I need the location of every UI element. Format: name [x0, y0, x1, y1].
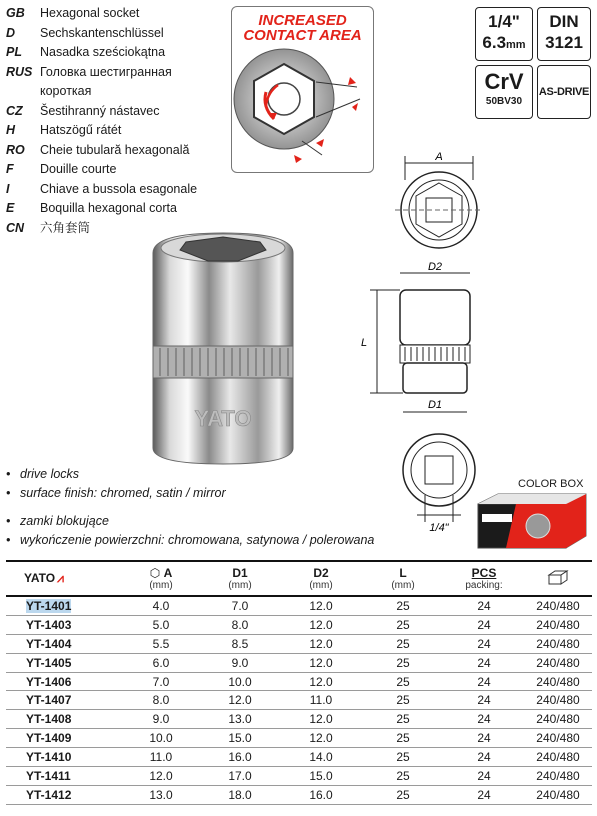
features-en [6, 465, 226, 503]
cell-code [6, 748, 122, 767]
cell-d1: 16.0 [200, 748, 280, 767]
cell-box: 240/480 [524, 691, 592, 710]
cell-d2: 14.0 [280, 748, 362, 767]
cell-d1: 12.0 [200, 691, 280, 710]
cell-a: 10.0 [122, 729, 200, 748]
language-list [6, 4, 234, 238]
as-drive-badge [537, 65, 591, 119]
hex-contact-illustration [232, 47, 373, 172]
brand-logo-icon: ⩘ [57, 571, 64, 585]
cell-d2: 16.0 [280, 785, 362, 804]
language-code: RUS [6, 64, 33, 79]
table-row [6, 785, 592, 804]
product-code: YT-1408 [26, 712, 72, 727]
cell-a: 7.0 [122, 672, 200, 691]
cell-pcs: 24 [444, 615, 524, 634]
cell-d1: 13.0 [200, 710, 280, 729]
table-header-row [6, 561, 592, 596]
table-row [6, 748, 592, 767]
product-code: YT-1409 [26, 731, 72, 746]
product-code: YT-1410 [26, 750, 72, 765]
cell-code [6, 691, 122, 710]
cell-code [6, 672, 122, 691]
drive-mm-unit: mm [506, 39, 526, 51]
din-label: DIN [549, 12, 579, 31]
cell-code [6, 767, 122, 786]
din-number: 3121 [545, 33, 583, 52]
feature-text: zamki blokujące [20, 514, 109, 528]
table-row [6, 653, 592, 672]
cell-l: 25 [362, 691, 444, 710]
language-row [6, 121, 234, 141]
product-code: YT-1407 [26, 693, 72, 708]
dim-drive-label: 1/4" [429, 522, 449, 534]
cell-l: 25 [362, 767, 444, 786]
contact-title-line2: CONTACT AREA [243, 27, 362, 44]
cell-a: 6.0 [122, 653, 200, 672]
as-drive-label: AS-DRIVE [538, 86, 590, 98]
language-text: Boquilla hexagonal corta [40, 201, 177, 215]
cell-d1: 17.0 [200, 767, 280, 786]
cell-code [6, 729, 122, 748]
cell-pcs: 24 [444, 653, 524, 672]
drive-size-label: 1/4" [488, 12, 520, 31]
language-row [6, 82, 234, 102]
brand-logo-text: YATO [24, 571, 56, 585]
cell-l: 25 [362, 748, 444, 767]
cell-a: 9.0 [122, 710, 200, 729]
cell-pcs: 24 [444, 691, 524, 710]
language-row [6, 63, 234, 83]
language-text: Šestihranný nástavec [40, 103, 160, 118]
cell-l: 25 [362, 710, 444, 729]
drive-size-badge [475, 7, 533, 61]
product-code: YT-1411 [26, 768, 71, 783]
hex-icon: ⬡ [149, 566, 164, 580]
drive-mm-value: 6.3 [482, 33, 507, 52]
product-code: YT-1405 [26, 655, 72, 670]
feature-item: • drive locks [6, 467, 80, 481]
header-box [524, 561, 592, 596]
cell-l: 25 [362, 653, 444, 672]
language-code: PL [6, 45, 22, 59]
cell-box: 240/480 [524, 653, 592, 672]
language-text: Hatszögű rátét [40, 123, 122, 137]
feature-text: wykończenie powierzchni: chromowana, satynowa / polerowana [20, 533, 375, 547]
cell-l: 25 [362, 615, 444, 634]
cell-box: 240/480 [524, 729, 592, 748]
color-box-label: COLOR BOX [518, 478, 584, 490]
cell-pcs: 24 [444, 672, 524, 691]
material-label: CrV [484, 69, 524, 94]
cell-d1: 15.0 [200, 729, 280, 748]
cell-d1: 8.5 [200, 634, 280, 653]
language-text: Hexagonal socket [40, 6, 140, 20]
cell-code [6, 634, 122, 653]
cell-box: 240/480 [524, 785, 592, 804]
table-row [6, 615, 592, 634]
cell-a: 12.0 [122, 767, 200, 786]
language-text: Chiave a bussola esagonale [40, 181, 198, 196]
cell-d2: 12.0 [280, 729, 362, 748]
language-text: Nasadka sześciokątna [40, 45, 166, 59]
cell-l: 25 [362, 672, 444, 691]
material-badge [475, 65, 533, 119]
material-grade: 50BV30 [485, 96, 523, 107]
cell-a: 13.0 [122, 785, 200, 804]
cell-l: 25 [362, 634, 444, 653]
cell-a: 4.0 [122, 596, 200, 615]
product-code: YT-1401 [26, 598, 72, 613]
cell-d2: 12.0 [280, 615, 362, 634]
cell-pcs: 24 [444, 785, 524, 804]
technical-drawing [355, 150, 485, 545]
table-row [6, 672, 592, 691]
cell-box: 240/480 [524, 615, 592, 634]
cell-d1: 9.0 [200, 653, 280, 672]
table-row [6, 596, 592, 615]
language-code [6, 82, 40, 102]
specs-table [6, 560, 592, 805]
cell-box: 240/480 [524, 596, 592, 615]
cell-code [6, 710, 122, 729]
header-l: L (mm) [362, 561, 444, 596]
box-icon [547, 574, 569, 588]
table-row [6, 710, 592, 729]
language-text: Головка шестигранная [40, 64, 172, 79]
cell-box: 240/480 [524, 767, 592, 786]
cell-pcs: 24 [444, 729, 524, 748]
brand-engraving: YATO [194, 406, 252, 431]
product-code: YT-1404 [26, 636, 72, 651]
contact-area-title [232, 13, 373, 43]
language-row [6, 160, 234, 180]
cell-d1: 10.0 [200, 672, 280, 691]
header-d1: D1 (mm) [200, 561, 280, 596]
contact-area-diagram [231, 6, 374, 173]
dim-a-label: A [435, 151, 443, 163]
cell-a: 5.0 [122, 615, 200, 634]
language-row [6, 4, 234, 24]
header-a: ⬡ A (mm) [122, 561, 200, 596]
language-text: Sechskantenschlüssel [40, 25, 164, 40]
product-code: YT-1412 [26, 787, 72, 802]
cell-d2: 12.0 [280, 710, 362, 729]
feature-item: • wykończenie powierzchni: chromowana, satynowa / polerowana [6, 533, 375, 547]
cell-d2: 12.0 [280, 634, 362, 653]
language-row [6, 43, 234, 63]
dim-d2-label: D2 [427, 261, 443, 273]
cell-pcs: 24 [444, 710, 524, 729]
din-badge [537, 7, 591, 61]
language-code: CZ [6, 103, 23, 118]
language-code: H [6, 123, 16, 137]
language-row [6, 24, 234, 44]
cell-d1: 18.0 [200, 785, 280, 804]
language-code: CN [6, 220, 25, 235]
cell-l: 25 [362, 785, 444, 804]
cell-box: 240/480 [524, 748, 592, 767]
language-code: GB [6, 6, 25, 20]
header-d2: D2 (mm) [280, 561, 362, 596]
cell-d1: 7.0 [200, 596, 280, 615]
language-text: 六角套筒 [40, 220, 91, 235]
cell-d1: 8.0 [200, 615, 280, 634]
cell-d2: 15.0 [280, 767, 362, 786]
cell-code [6, 785, 122, 804]
table-row [6, 634, 592, 653]
feature-item: • zamki blokujące [6, 514, 109, 528]
cell-a: 5.5 [122, 634, 200, 653]
language-code: E [6, 201, 15, 215]
language-text: Cheie tubulară hexagonală [40, 142, 190, 157]
brand-header [6, 561, 122, 596]
language-code: RO [6, 142, 25, 157]
feature-text: drive locks [20, 467, 80, 481]
table-row [6, 767, 592, 786]
cell-a: 11.0 [122, 748, 200, 767]
language-text: Douille courte [40, 162, 117, 176]
product-code: YT-1403 [26, 617, 72, 632]
socket-product-image [148, 228, 298, 468]
language-row [6, 199, 234, 219]
cell-code [6, 615, 122, 634]
cell-box: 240/480 [524, 672, 592, 691]
cell-code [6, 653, 122, 672]
cell-d2: 12.0 [280, 653, 362, 672]
cell-l: 25 [362, 596, 444, 615]
header-pcs: PCS packing: [444, 561, 524, 596]
language-code: I [6, 181, 10, 196]
table-row [6, 729, 592, 748]
cell-pcs: 24 [444, 634, 524, 653]
dim-d1-label: D1 [427, 399, 443, 411]
cell-pcs: 24 [444, 748, 524, 767]
language-code: D [6, 25, 16, 40]
product-code: YT-1406 [26, 674, 72, 689]
features-pl [6, 512, 374, 550]
cell-pcs: 24 [444, 596, 524, 615]
language-code: F [6, 162, 14, 176]
language-text: короткая [40, 84, 92, 98]
cell-code [6, 596, 122, 615]
cell-d2: 12.0 [280, 596, 362, 615]
language-row [6, 141, 234, 161]
cell-a: 8.0 [122, 691, 200, 710]
cell-l: 25 [362, 729, 444, 748]
feature-item: • surface finish: chromed, satin / mirror [6, 486, 226, 500]
table-row [6, 691, 592, 710]
cell-box: 240/480 [524, 634, 592, 653]
color-box-image [476, 492, 588, 550]
language-row [6, 180, 234, 200]
cell-box: 240/480 [524, 710, 592, 729]
dim-l-label: L [361, 337, 368, 349]
cell-pcs: 24 [444, 767, 524, 786]
contact-title-line1: INCREASED [258, 12, 347, 29]
cell-d2: 12.0 [280, 672, 362, 691]
language-row [6, 102, 234, 122]
feature-text: surface finish: chromed, satin / mirror [20, 486, 226, 500]
cell-d2: 11.0 [280, 691, 362, 710]
